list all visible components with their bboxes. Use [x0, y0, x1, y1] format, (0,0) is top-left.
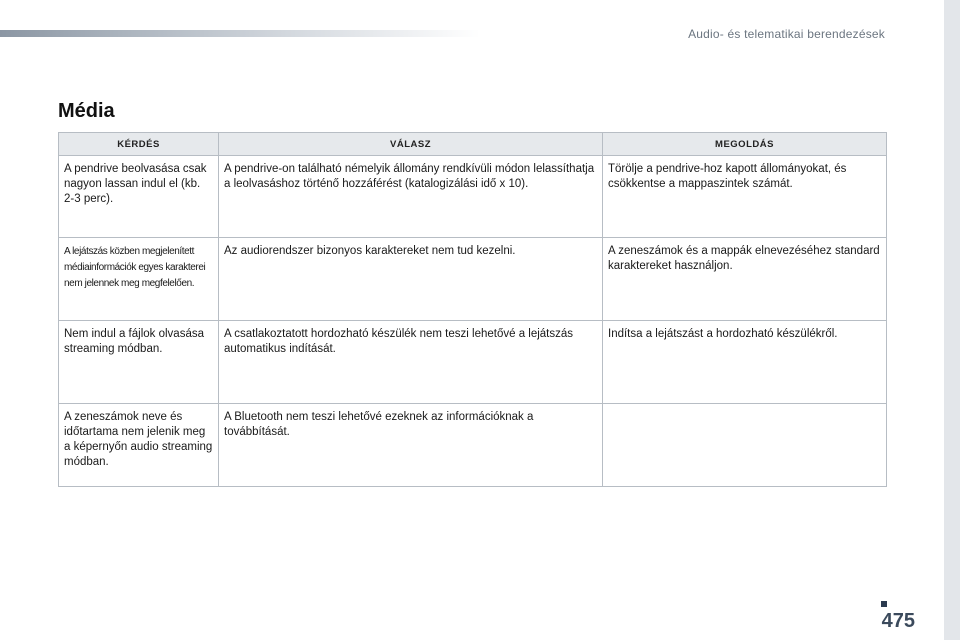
chapter-title: Audio- és telematikai berendezések	[688, 27, 885, 41]
answer-cell: A csatlakoztatott hordozható készülék nem teszi lehetővé a lejátszás automatikus indítását.	[219, 321, 603, 404]
solution-cell	[603, 404, 887, 487]
answer-cell: A pendrive-on található némelyik állomány rendkívüli módon lelassíthatja a leolvasáshoz történő hozzáférést (katalogizálási idő x 10).	[219, 156, 603, 238]
faq-table	[58, 132, 887, 487]
page-marker-square	[881, 601, 887, 607]
question-cell: A lejátszás közben megjelenített médiainformációk egyes karakterei nem jelennek meg megfelelően.	[59, 238, 219, 321]
column-header-answer: VÁLASZ	[219, 133, 603, 156]
answer-cell: Az audiorendszer bizonyos karaktereket nem tud kezelni.	[219, 238, 603, 321]
table-row	[59, 404, 887, 487]
page-number: 475	[881, 610, 915, 632]
table-row	[59, 321, 887, 404]
header-decorative-bar	[0, 30, 480, 37]
page-edge-strip	[944, 0, 960, 640]
question-cell: A zeneszámok neve és időtartama nem jelenik meg a képernyőn audio streaming módban.	[59, 404, 219, 487]
solution-cell: Indítsa a lejátszást a hordozható készülékről.	[603, 321, 887, 404]
column-header-question: KÉRDÉS	[59, 133, 219, 156]
question-cell: Nem indul a fájlok olvasása streaming módban.	[59, 321, 219, 404]
table-header-row	[59, 133, 887, 156]
section-title: Média	[58, 100, 115, 122]
solution-cell: Törölje a pendrive-hoz kapott állományokat, és csökkentse a mappaszintek számát.	[603, 156, 887, 238]
table-row	[59, 238, 887, 321]
question-cell: A pendrive beolvasása csak nagyon lassan indul el (kb. 2-3 perc).	[59, 156, 219, 238]
table-row	[59, 156, 887, 238]
column-header-solution: MEGOLDÁS	[603, 133, 887, 156]
answer-cell: A Bluetooth nem teszi lehetővé ezeknek az információknak a továbbítását.	[219, 404, 603, 487]
solution-cell: A zeneszámok és a mappák elnevezéséhez standard karaktereket használjon.	[603, 238, 887, 321]
